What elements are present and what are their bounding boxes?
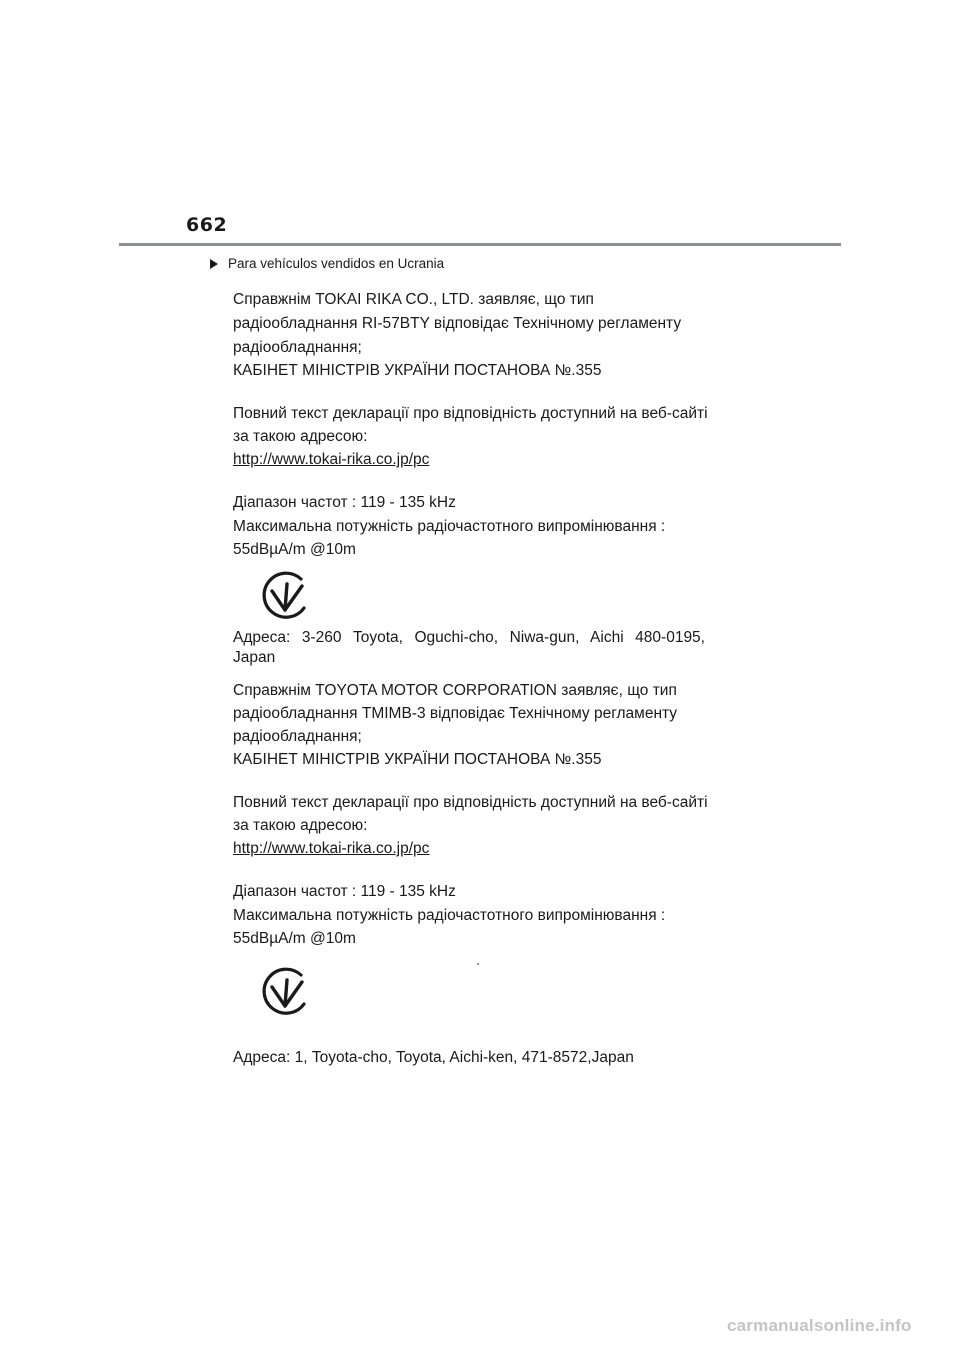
declaration-1-power-value: 55dBµA/m @10m bbox=[233, 541, 356, 558]
declaration-1-line-1: Справжнім TOKAI RIKA CO., LTD. заявляє, що тип bbox=[233, 291, 594, 308]
declaration-2-power: Максимальна потужність радіочастотного випромінювання : bbox=[233, 907, 666, 924]
declaration-2-line-5: Повний текст декларації про відповідність доступний на веб-сайті bbox=[233, 794, 708, 811]
declaration-1-frequency: Діапазон частот : 119 - 135 kHz bbox=[233, 494, 456, 511]
ukraine-conformity-mark-icon bbox=[258, 570, 310, 622]
declaration-2-line-3: радіообладнання; bbox=[233, 728, 362, 745]
declaration-2-power-value: 55dBµA/m @10m bbox=[233, 930, 356, 947]
declaration-1-power: Максимальна потужність радіочастотного випромінювання : bbox=[233, 518, 666, 535]
declaration-2-url-link[interactable]: http://www.tokai-rika.co.jp/pc bbox=[233, 840, 430, 857]
declaration-1-line-5: Повний текст декларації про відповідність доступний на веб-сайті bbox=[233, 405, 708, 422]
section-heading-text: Para vehículos vendidos en Ucrania bbox=[228, 256, 445, 271]
declaration-1-address-line-2: Japan bbox=[233, 649, 276, 666]
declaration-2-address: Адреса: 1, Toyota-cho, Toyota, Aichi-ken, 471-8572,Japan bbox=[233, 1049, 634, 1066]
ukraine-conformity-mark-icon bbox=[258, 966, 310, 1018]
declaration-2-line-4: КАБІНЕТ МІНІСТРІВ УКРАЇНИ ПОСТАНОВА №.355 bbox=[233, 751, 602, 768]
declaration-1-line-2: радіообладнання RI-57BTY відповідає Технічному регламенту bbox=[233, 315, 682, 332]
declaration-1-line-3: радіообладнання; bbox=[233, 339, 362, 356]
declaration-2-line-1: Справжнім TOYOTA MOTOR CORPORATION заявляє, що тип bbox=[233, 682, 677, 699]
watermark: carmanualsonline.info bbox=[727, 1316, 912, 1335]
page-number: 662 bbox=[186, 214, 228, 236]
stray-dot bbox=[477, 963, 479, 965]
declaration-1-url-link[interactable]: http://www.tokai-rika.co.jp/pc bbox=[233, 451, 430, 468]
declaration-2-line-6: за такою адресою: bbox=[233, 817, 368, 834]
section-heading bbox=[210, 256, 444, 271]
declaration-1-line-4: КАБІНЕТ МІНІСТРІВ УКРАЇНИ ПОСТАНОВА №.355 bbox=[233, 362, 602, 379]
declaration-2-line-2: радіообладнання TMIMB-3 відповідає Технічному регламенту bbox=[233, 705, 678, 722]
declaration-1-line-6: за такою адресою: bbox=[233, 428, 368, 445]
declaration-1-address-line-1: Адреса: 3-260 Toyota, Oguchi-cho, Niwa-gun, Aichi 480-0195, bbox=[233, 629, 705, 646]
triangle-bullet-icon bbox=[210, 259, 218, 269]
declaration-2-frequency: Діапазон частот : 119 - 135 kHz bbox=[233, 883, 456, 900]
header-rule bbox=[119, 243, 841, 246]
